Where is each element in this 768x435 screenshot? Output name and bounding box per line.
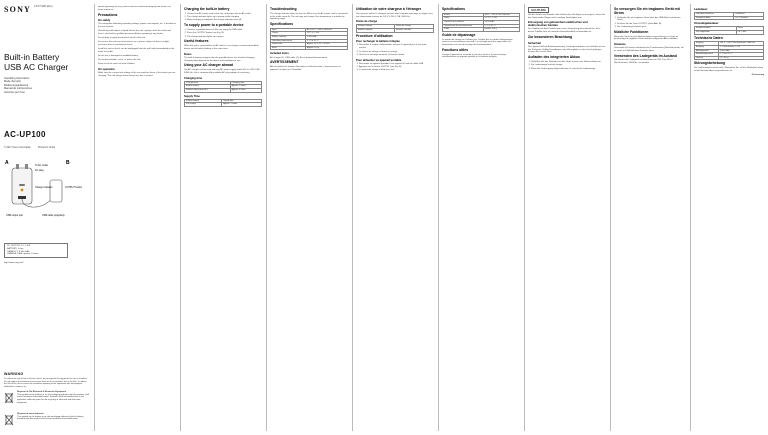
table-cell: 100 V – 240 V Wechselstrom, 50/60 Hz (718, 42, 763, 46)
section-heading: So versorgen Sie ein tragbares Gerät mit Strom (614, 7, 680, 15)
continued-footer: Fortsetzung (751, 74, 764, 77)
subsection-heading: Charging time (184, 76, 203, 80)
body-text: Afin de réduire les risques d'incendie ou d'électrocution, n'exposez pas cet appareil à la pluie ou à l'humidité. (270, 66, 341, 71)
phone-icon (50, 180, 62, 202)
column-divider (524, 4, 525, 431)
body-text: AC charger (1), USB cable (1), Set of printed documentation (270, 56, 328, 59)
english-column-1 (98, 6, 176, 431)
table-cell: Entrée (443, 13, 484, 17)
body-text: Um die Gefahr von Bränden oder elektrischen Schlägen zu verringern, setzen Sie das Gerät weder Regen noch sonstiger Feuchtigkeit aus. (528, 13, 606, 19)
table-cell: 5 °C to 35 °C (305, 39, 347, 43)
section-heading: Charging the built-in battery (184, 7, 230, 11)
section-heading: Störungsbehebung (694, 61, 726, 66)
plug-prong (25, 164, 28, 169)
section-heading: Fonctions utiles (442, 47, 468, 52)
table-header: Ladedauer (734, 13, 764, 17)
manual-language: Operating Instructions (4, 77, 30, 80)
column-divider (610, 4, 611, 431)
step-item: 2. Le témoin de charge s'allume en orange. (359, 51, 434, 54)
step-list (184, 29, 262, 38)
table-row (185, 103, 262, 107)
step-list (528, 61, 606, 70)
table-cell: Operating temperature (271, 39, 306, 43)
column-divider (438, 4, 439, 431)
subsection-heading: Hinweise (614, 43, 626, 47)
bullet-item: Do not use the unit near heat sources or in places subject to direct sunlight, excessive dust or mechanical shock. (98, 41, 170, 47)
section-heading: AVERTISSEMENT (270, 60, 299, 65)
section-heading: Troubleshooting (270, 7, 297, 11)
figure-caption: OUTPUT button (65, 186, 83, 189)
german-column-2 (614, 6, 686, 431)
bullet-item: Do not drop or apply mechanical shock to the unit. (98, 37, 146, 40)
french-column-1 (356, 6, 434, 431)
manual-language: Bedienungsanleitung (4, 83, 29, 87)
section-heading: Guide de dépannage (442, 32, 476, 37)
warning-heading-box: ACHTUNG (528, 7, 549, 13)
table-cell: Environ 5 heures (395, 28, 434, 32)
disposal-battery-body: This symbol on the battery or on the packaging indicates that the battery provided with this product shall not be treated as household waste. (17, 415, 84, 421)
warning-heading: WARNING (4, 372, 24, 376)
product-title-line2: USB AC Charger (4, 61, 69, 72)
table-cell: Approx. 44 × 82 × 24 mm (305, 43, 347, 47)
copyright: © 2017 Sony Corporation (4, 146, 32, 149)
crossed-bin-icon (4, 392, 14, 404)
table-cell: 5 °C à 35 °C (483, 24, 519, 28)
table-cell: Battery capacity (271, 36, 306, 40)
figure-caption: To AC outlet (35, 164, 48, 167)
figure-caption: AC plug (35, 169, 44, 172)
table-cell: Ausgang (695, 45, 719, 49)
step-list (614, 17, 686, 29)
cover-url: http://www.sony.net/ (4, 262, 24, 264)
crossed-bin-battery-icon (4, 414, 14, 426)
step-item: 2. Appuyez sur la touche OUTPUT (voir Fig. B). (359, 66, 434, 69)
body-text: Le témoin de charge ne s'allume pas. Vérifiez que le cordon d'alimentation secteur est correctement raccordé. La recharge peut être impossible si la température est hors de la plage de fonctionnement. (442, 38, 513, 47)
section-heading: Specifications (270, 22, 293, 27)
manual-language: Mode d'emploi (4, 80, 21, 84)
subsection-heading: Included items (270, 52, 289, 56)
specifications-table (694, 41, 764, 60)
rating-line: BATTERY: Li-ion (7, 247, 24, 250)
table-cell: Akkukapazität (695, 49, 719, 53)
intro-text: Before operating the unit, please read this manual thoroughly and retain it for future reference. (98, 6, 171, 11)
step-list (184, 13, 262, 22)
table-header: Built-in battery (185, 99, 222, 103)
table-cell: Approx. 110 g (305, 46, 347, 50)
table-header: Supply time (222, 99, 262, 103)
table-cell: 3 400 mAh (718, 49, 763, 53)
section-heading: Procédure d'utilisation (356, 33, 393, 38)
subsection-heading: Ladedauer (694, 8, 708, 11)
step-item: 1. Connect the AC power cord to the unit, and plug it into an AC outlet. (187, 13, 262, 16)
figure-caption: USB cable (supplied) (42, 214, 65, 217)
figure-label-a: A (5, 160, 9, 166)
brand-logo: SONY (4, 5, 32, 14)
table-cell: Output (271, 32, 306, 36)
disposal-equipment-heading: Disposal of Old Electrical & Electronic Equipment (17, 391, 67, 393)
step-item: 3. Le témoin de charge s'allume en vert. (359, 69, 434, 72)
table-cell: 3 400 mAh (483, 20, 519, 24)
table-cell: Eingang (695, 42, 719, 46)
figure-label-b: B (66, 160, 70, 166)
table-header: Durée de charge (395, 25, 434, 29)
table-cell: 5 °C bis 35 °C (718, 53, 763, 57)
german-column-3 (694, 6, 764, 431)
subsection-heading: Notes (184, 52, 192, 56)
table-cell: 100 V – 240 V CA, 50/60 Hz (483, 13, 519, 17)
disposal-battery-heading: Disposal of waste batteries (17, 413, 44, 415)
specifications-table (442, 13, 520, 32)
disposal-equipment-text (17, 391, 89, 405)
body-text: The charge indicator does not turn on. Make sure the AC power cord is connected to the outlet correctly. The unit may not charge if the temperature is outside the operating range. (270, 12, 348, 21)
table-cell: Poids (443, 28, 484, 32)
table-row (695, 30, 764, 34)
subsection-heading: Pour alimenter un appareil portable (356, 58, 402, 62)
step-item: 1. Schließen Sie das Netzkabel an das Gerät und an eine Netzsteckdose an. (531, 61, 606, 64)
table-row (695, 16, 764, 20)
product-title-line1: Built-in Battery (4, 52, 60, 62)
section-heading: Technische Daten (694, 35, 723, 40)
step-item: 3. Wenn der Ladevorgang abgeschlossen ist, erlischt die Ladeanzeige. (531, 68, 606, 71)
column-divider (180, 4, 181, 431)
step-item: 3. Die Ladeanzeige leuchtet grün. (617, 26, 686, 29)
table-row (443, 28, 520, 32)
table-cell: Approx. 5 hours (230, 85, 261, 89)
bullet-item: Keep out of the reach of small children. (98, 63, 136, 66)
subsection-heading: Durée de charge (356, 20, 378, 24)
subsection-heading: Supply Time (184, 94, 200, 98)
table-cell: Betriebstemperatur (695, 53, 719, 57)
step-list (356, 63, 434, 72)
specifications-table (270, 28, 348, 51)
body-text: Sie können das Ladegerät mit Netzstrom von 100 V bis 240 V Wechselstrom, 50/60 Hz, verwenden. (614, 59, 673, 65)
table-cell: 5 V Gleichstrom, 1,5 A (718, 45, 763, 49)
supply-time-table (694, 26, 764, 34)
table-cell: Mass (271, 46, 306, 50)
rating-line: DC OUTPUT: 5 V, 1.5 A (7, 245, 31, 247)
table-cell: AC 100 V – 240 V, 50/60 Hz (305, 28, 347, 32)
body-text: The AC charger can be used with any AC power supply rated 100 V to 240 V AC, 50/60 Hz. Use a commercially available AC plug adaptor if necessary. (184, 69, 261, 74)
step-item: 2. Press the OUTPUT button (see Fig. B). (187, 32, 262, 35)
charge-indicator-icon (21, 189, 24, 192)
step-item: 2. Die Ladeanzeige leuchtet orange. (531, 64, 606, 67)
body-text: Die Ladeanzeige leuchtet nicht. Überprüfen Sie, ob das Netzkabel richtig an die Netzsteckdose angeschlossen ist. (694, 67, 763, 72)
output-button-icon (19, 184, 25, 186)
section-heading: Spécifications (442, 7, 465, 11)
figure-caption: USB output port (6, 214, 24, 217)
table-row (185, 88, 262, 92)
english-column-2 (184, 6, 262, 431)
bullet-item: Install this unit so that it can be unplugged from the wall outlet immediately in the event of trouble. (98, 48, 175, 53)
english-column-3 (270, 6, 348, 431)
table-cell: Approx. 4 hours (230, 88, 261, 92)
section-heading: Zur besonderen Beachtung (528, 34, 573, 39)
manual-language-list (4, 77, 64, 94)
table-cell: 3 400 mAh (305, 36, 347, 40)
body-text: The built-in battery charges after the portable device has finished charging. Charging times depend on the device and conditions of use. (184, 56, 255, 62)
manual-language: Istruzioni per l'uso (4, 90, 25, 94)
supply-time-table (184, 99, 262, 107)
french-column-2 (442, 6, 520, 431)
device-illustration (4, 158, 84, 224)
table-cell: Gewicht (695, 56, 719, 60)
body-text: Das Typenschild mit Betriebsspannung, Leistungsaufnahme usw. befindet sich an der Rückseite. Sollten Fremdkörper oder Flüssigkeiten in das Gerät gelangen, trennen Sie es vom Netz. (528, 45, 606, 54)
table-cell: Voll aufgeladen (695, 30, 737, 34)
subsection-heading: Sicherheit (528, 41, 541, 45)
body-text: Verwenden Sie keinen elektronischen Transformator (Reisekonverter), da es sonst zu Fehlfunktionen kommen kann. (614, 47, 684, 52)
table-cell: Ca. 2 Mal (736, 30, 763, 34)
warning-text: To reduce the risk of fire or electric shock, do not expose this apparatus to rain or moisture. Do not expose the batteries to excessive heat such as sunshine, fire or the like. To reduce the risk of fire, do not cover the ventilation opening of the apparatus with newspapers, tablecloths, curtains, etc. (4, 378, 88, 389)
step-item: 3. When charging is complete, the charge indicator turns off. (187, 19, 262, 22)
step-item: 3. The charge indicator lights up in green. (187, 36, 262, 39)
table-row (357, 28, 434, 32)
table-row (695, 56, 764, 60)
step-item: 1. Raccordez le cordon d'alimentation secteur à l'appareil puis à une prise secteur. (359, 44, 434, 50)
column-divider (352, 4, 353, 431)
figure-caption: Charge indicator (35, 186, 53, 189)
section-heading: Precautions (98, 12, 118, 17)
section-heading: Utilisation de votre chargeur à l'étranger (356, 7, 422, 11)
bullet-item: Should any solid object or liquid fall into the unit, unplug it from the outlet and have it checked by qualified personnel before operating it any further. (98, 30, 171, 36)
subsection-heading: On safety (98, 19, 111, 23)
table-cell: Built-in battery (from AC) (185, 88, 231, 92)
table-header: Élément chargé (357, 25, 395, 29)
table-cell: Input (271, 28, 306, 32)
printed-in: Printed in China (38, 146, 56, 149)
table-cell: Température de fonctionnement (443, 24, 484, 28)
table-cell: 5 V CC, 1,5 A (483, 17, 519, 21)
product-title (4, 53, 84, 72)
table-cell: Sortie (443, 17, 484, 21)
table-cell: Capacité de la batterie (443, 20, 484, 24)
model-number: AC-UP100 (4, 130, 46, 139)
table-cell: Ca. 5 Stunden (734, 16, 764, 20)
body-text: Lorsque l'appareil est raccordé à une prise secteur, il peut recharger simultanément un appareil portable et sa batterie intégrée. (442, 53, 507, 59)
section-heading: Nützliche Funktionen (614, 29, 649, 34)
disposal-battery-text (17, 413, 89, 421)
plug-prong (16, 164, 19, 169)
subsection-heading: Stromabgabedauer (694, 22, 719, 26)
charge-time-table (356, 24, 434, 32)
rating-line: CAPACITY: 3 400 mAh (7, 250, 30, 253)
step-list (356, 44, 434, 56)
table-cell: Approx. 2 times (222, 103, 262, 107)
subsection-heading: Pour recharger la batterie intégrée (356, 40, 400, 44)
section-heading: Verwenden des Ladegeräts im Ausland (614, 53, 677, 58)
bullet-item: The nameplate indicating operating voltage, power consumption, etc. is located on the rear exterior. (98, 23, 176, 29)
table-header: Integrierter Akku (695, 27, 737, 31)
step-item: 1. Connect a portable device to this unit using the USB cable. (187, 29, 262, 32)
table-cell: Integrierter Akku (695, 16, 734, 20)
column-divider (266, 4, 267, 431)
bullet-item: Do not use a damaged or modified battery. (98, 55, 139, 58)
subsection-heading: Entsorgung von gebrauchten elektrischen und elektronischen Geräten (528, 21, 588, 28)
table-row (271, 46, 348, 50)
section-heading: To supply power to a portable device (184, 23, 244, 28)
table-cell: Ca. 110 g (718, 56, 763, 60)
table-cell: Environ 110 g (483, 28, 519, 32)
body-text: Vous pouvez utiliser le chargeur secteur dans n'importe quel pays ou région avec une alimentation secteur de 100 V à 240 V CA, 50/60 Hz. (356, 12, 433, 18)
manual-language: Manual de instrucciones (4, 87, 32, 91)
step-item: 2. The charge indicator lights up in orange while charging. (187, 16, 262, 19)
table-header: Dauer (736, 27, 763, 31)
step-item: 2. Drücken Sie die Taste OUTPUT (siehe Abb. B). (617, 23, 686, 26)
section-heading: Using your AC charger abroad (184, 63, 234, 68)
german-column-1 (528, 6, 606, 431)
charge-time-table (184, 81, 262, 93)
step-item: 1. Raccordez un appareil portable à cet appareil à l'aide du câble USB. (359, 63, 434, 66)
usb-port-icon (18, 196, 26, 199)
table-cell: Dimensions (271, 43, 306, 47)
disposal-equipment-body: This symbol on the product or on its packaging indicates that this product shall not be treated as household waste. Instead it shall be handed over to the applicable collection point for the recycling of electrical and electronic equipment. (17, 393, 89, 404)
step-item: 1. Verbinden Sie ein tragbares Gerät über das USB-Kabel mit diesem Gerät. (617, 17, 686, 23)
body-text: When the unit is connected to an AC outlet, it can charge a connected portable device and its built-in battery at the same time. (184, 45, 259, 51)
table-cell: DC 5 V, 1.5 A (305, 32, 347, 36)
column-divider (690, 4, 691, 431)
table-cell: Full charge (185, 103, 222, 107)
table-header: Charging time (230, 81, 261, 85)
section-heading: Useful features (184, 39, 209, 44)
section-heading: Aufladen des integrierten Akkus (528, 55, 580, 60)
subsection-heading: On operation (98, 68, 115, 72)
table-header: Geladenes Element (695, 13, 734, 17)
body-text: Make sure the current and voltage of the unit matches those of the device you are charging. The unit will get warm during use; this is normal. (98, 72, 176, 77)
charge-time-table (694, 12, 764, 20)
rating-line: CHARGE TIME: approx. 5 hours (7, 253, 39, 256)
body-text: Das Symbol auf dem Produkt oder seiner Verpackung weist darauf hin, dass dieses Produkt nicht als normaler Haushaltsabfall zu behandeln ist. (528, 28, 601, 34)
step-item: 3. Une fois la recharge terminée, le témoin s'éteint. (359, 54, 434, 57)
column-divider (94, 4, 95, 431)
body-text: Wenn das Gerät an eine Netzsteckdose angeschlossen ist, kann es gleichzeitig ein tragbares Gerät und den integrierten Akku aufladen. (614, 35, 679, 41)
bullet-item: Do not disassemble, crush, or pierce the unit. (98, 59, 141, 62)
rating-label-box (4, 243, 68, 258)
table-header: Charged item (185, 81, 231, 85)
table-cell: Batterie intégrée (357, 28, 395, 32)
table-cell: Built-in battery (185, 85, 231, 89)
part-number: 4-577-906-11(1) (34, 5, 53, 8)
